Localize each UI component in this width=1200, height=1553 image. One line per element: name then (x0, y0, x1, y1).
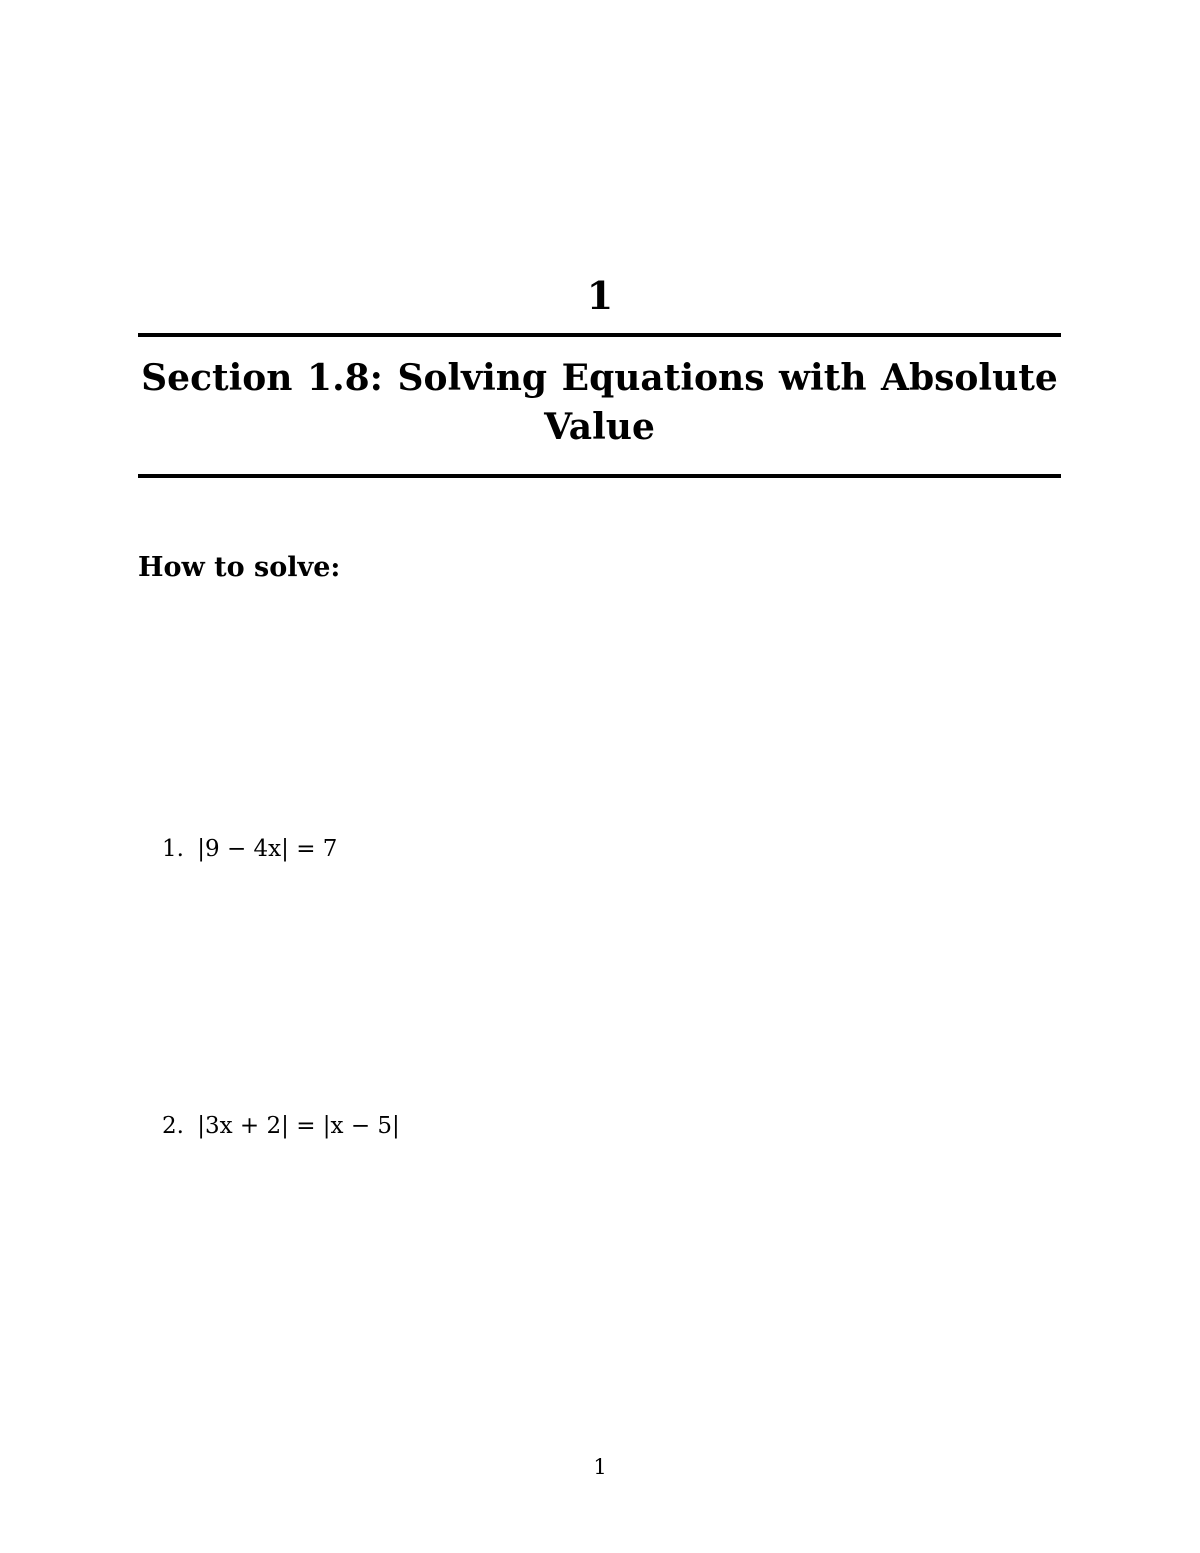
problem-equation: |3x + 2| = |x − 5| (197, 1113, 400, 1139)
problem-equation: |9 − 4x| = 7 (197, 836, 338, 862)
problem-number: 1. (162, 836, 184, 862)
section-title: Section 1.8: Solving Equations with Absolute Value (141, 357, 1058, 448)
problem-number: 2. (162, 1113, 184, 1139)
problem-item (162, 834, 337, 864)
problem-item (162, 1111, 400, 1141)
how-to-solve-heading: How to solve: (138, 552, 341, 583)
title-rule-bottom (138, 474, 1061, 478)
chapter-number: 1 (586, 273, 614, 318)
title-rule-top (138, 333, 1061, 337)
page-number: 1 (593, 1455, 607, 1479)
